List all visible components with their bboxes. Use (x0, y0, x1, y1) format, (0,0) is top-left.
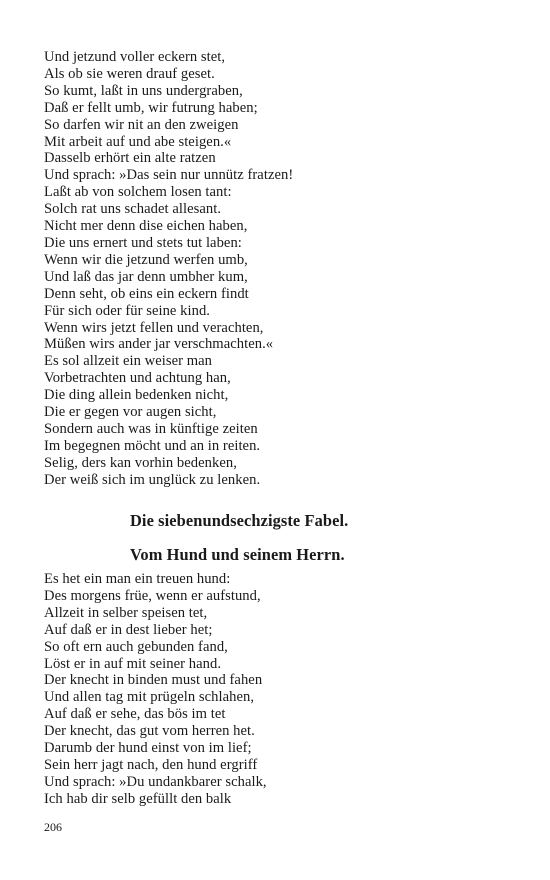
verse-line: Mit arbeit auf und abe steigen.« (44, 133, 232, 150)
verse-line: Selig, ders kan vorhin bedenken, (44, 454, 237, 471)
verse-line: Sein herr jagt nach, den hund ergriff (44, 756, 258, 773)
verse-line: Es sol allzeit ein weiser man (44, 353, 213, 370)
verse-line: Und sprach: »Das sein nur unnütz fratzen! (44, 167, 294, 184)
verse-line: Vorbetrachten und achtung han, (44, 370, 231, 387)
verse-line: Denn seht, ob eins ein eckern findt (44, 285, 249, 302)
verse-line: Und jetzund voller eckern stet, (44, 49, 226, 65)
verse-line: Es het ein man ein treuen hund: (44, 571, 231, 587)
verse-line: Die ding allein bedenken nicht, (44, 387, 229, 404)
verse-line: Allzeit in selber speisen tet, (44, 604, 208, 621)
verse-line: Auf daß er in dest lieber het; (44, 621, 213, 638)
fable-verse-block (44, 571, 514, 808)
verse-line: So darfen wir nit an den zweigen (44, 116, 239, 133)
fable-title: Die siebenundsechzigste Fabel. (130, 511, 349, 530)
verse-line: Auf daß er sehe, das bös im tet (44, 706, 226, 723)
verse-line: Solch rat uns schadet allesant. (44, 201, 222, 218)
page-number: 206 (44, 820, 62, 834)
verse-line: Nicht mer denn dise eichen haben, (44, 218, 248, 235)
verse-line: Laßt ab von solchem losen tant: (44, 184, 232, 201)
verse-line: Dasselb erhört ein alte ratzen (44, 150, 216, 167)
verse-line: Als ob sie weren drauf geset. (44, 65, 215, 82)
verse-line: Müßen wirs ander jar verschmachten.« (44, 336, 274, 353)
verse-line: Und laß das jar denn umbher kum, (44, 268, 248, 285)
verse-line: So kumt, laßt in uns undergraben, (44, 82, 243, 99)
verse-line: Der weiß sich im unglück zu lenken. (44, 471, 261, 488)
verse-line: Sondern auch was in künftige zeiten (44, 420, 258, 437)
verse-line: Ich hab dir selb gefüllt den balk (44, 790, 232, 807)
verse-line: Für sich oder für seine kind. (44, 302, 210, 319)
verse-line: So oft ern auch gebunden fand, (44, 638, 228, 655)
verse-line: Der knecht, das gut vom herren het. (44, 723, 255, 740)
verse-line: Wenn wirs jetzt fellen und verachten, (44, 319, 264, 336)
fable-subtitle: Vom Hund und seinem Herrn. (130, 545, 345, 564)
verse-line: Der knecht in binden must und fahen (44, 672, 263, 689)
verse-line: Und sprach: »Du undankbarer schalk, (44, 773, 267, 790)
verse-line: Und allen tag mit prügeln schlahen, (44, 689, 255, 706)
verse-line: Des morgens früe, wenn er aufstund, (44, 587, 261, 604)
verse-line: Die uns ernert und stets tut laben: (44, 234, 242, 251)
verse-line: Wenn wir die jetzund werfen umb, (44, 251, 248, 268)
verse-line: Darumb der hund einst von im lief; (44, 740, 252, 757)
verse-line: Daß er fellt umb, wir futrung haben; (44, 99, 258, 116)
verse-line: Im begegnen möcht und an in reiten. (44, 437, 261, 454)
continued-verse-block (44, 49, 514, 489)
verse-line: Die er gegen vor augen sicht, (44, 404, 217, 421)
verse-line: Löst er in auf mit seiner hand. (44, 655, 222, 672)
